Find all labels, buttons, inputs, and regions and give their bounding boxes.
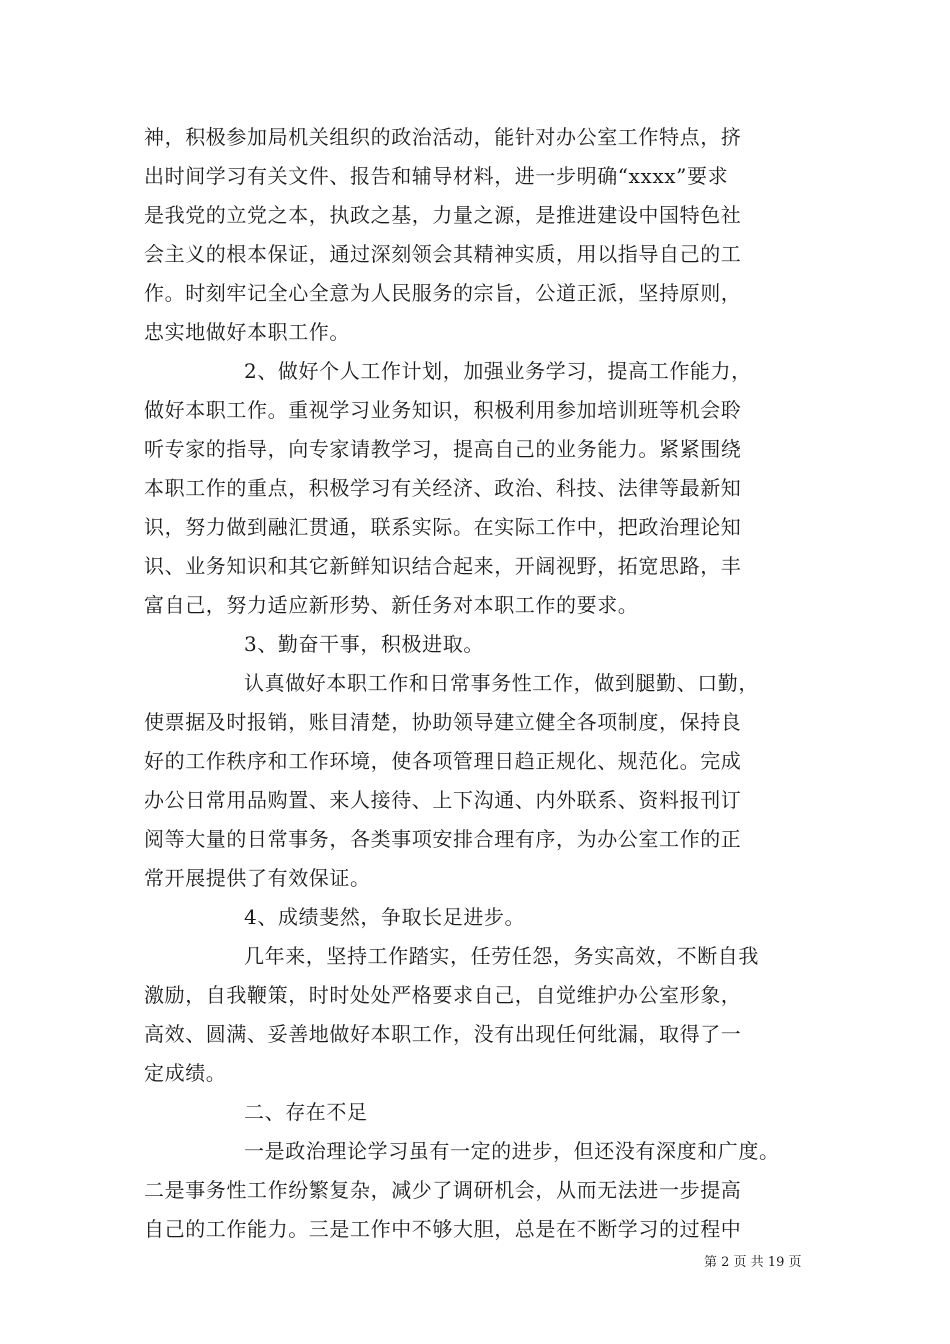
text-line: 识，努力做到融汇贯通，联系实际。在实际工作中，把政治理论知 <box>144 515 742 539</box>
text-line: 高效、圆满、妥善地做好本职工作，没有出现任何纰漏，取得了一 <box>144 1022 742 1046</box>
text-line: 二是事务性工作纷繁复杂，减少了调研机会，从而无法进一步提高 <box>144 1178 742 1202</box>
text-line: 会主义的根本保证，通过深刻领会其精神实质，用以指导自己的工 <box>144 242 742 266</box>
text-line: 神，积极参加局机关组织的政治活动，能针对办公室工作特点，挤 <box>144 125 742 149</box>
text-line: 作。时刻牢记全心全意为人民服务的宗旨，公道正派，坚持原则， <box>144 281 742 305</box>
text-line: 忠实地做好本职工作。 <box>144 320 350 344</box>
text-line: 认真做好本职工作和日常事务性工作，做到腿勤、口勤， <box>244 671 759 695</box>
text-line: 几年来，坚持工作踏实，任劳任怨，务实高效，不断自我 <box>244 944 759 968</box>
text-line: 办公日常用品购置、来人接待、上下沟通、内外联系、资料报刊订 <box>144 788 742 812</box>
text-line: 常开展提供了有效保证。 <box>144 866 371 890</box>
text-line: 阅等大量的日常事务，各类事项安排合理有序，为办公室工作的正 <box>144 827 742 851</box>
section-heading: 3、勤奋干事，积极进取。 <box>244 632 484 656</box>
text-line: 识、业务知识和其它新鲜知识结合起来，开阔视野，拓宽思路，丰 <box>144 554 742 578</box>
text-line: 使票据及时报销，账目清楚，协助领导建立健全各项制度，保持良 <box>144 710 742 734</box>
text-line: 是我党的立党之本，执政之基，力量之源，是推进建设中国特色社 <box>144 203 742 227</box>
text-line: 做好本职工作。重视学习业务知识，积极利用参加培训班等机会聆 <box>144 398 742 422</box>
text-line: 出时间学习有关文件、报告和辅导材料，进一步明确“xxxx”要求 <box>144 164 729 188</box>
text-line: 激励，自我鞭策，时时处处严格要求自己，自觉维护办公室形象， <box>144 983 742 1007</box>
text-line: 富自己，努力适应新形势、新任务对本职工作的要求。 <box>144 593 639 617</box>
section-heading: 二、存在不足 <box>244 1100 368 1124</box>
section-heading: 4、成绩斐然，争取长足进步。 <box>244 905 526 929</box>
section-heading: 2、做好个人工作计划，加强业务学习，提高工作能力， <box>244 359 752 383</box>
text-line: 听专家的指导，向专家请教学习，提高自己的业务能力。紧紧围绕 <box>144 437 742 461</box>
page-number-footer: 第 2 页 共 19 页 <box>704 1255 802 1270</box>
text-line: 自己的工作能力。三是工作中不够大胆，总是在不断学习的过程中 <box>144 1217 742 1241</box>
text-line: 本职工作的重点，积极学习有关经济、政治、科技、法律等最新知 <box>144 476 742 500</box>
text-line: 一是政治理论学习虽有一定的进步，但还没有深度和广度。 <box>244 1139 780 1163</box>
text-line: 定成绩。 <box>144 1061 227 1085</box>
text-line: 好的工作秩序和工作环境，使各项管理日趋正规化、规范化。完成 <box>144 749 742 773</box>
